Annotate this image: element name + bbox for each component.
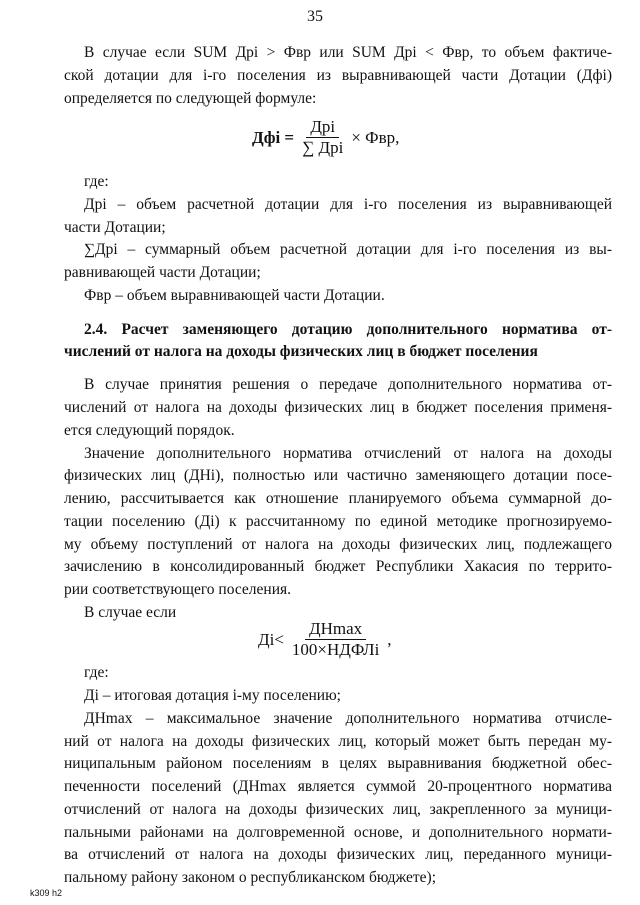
section-heading: 2.4. Расчет заменяющего дотацию дополнительного норматива от-: [84, 321, 612, 338]
text-line: ний от налога на доходы физических лиц, который может быть передан му-: [64, 733, 612, 750]
text-line: определяется по следующей формуле:: [64, 90, 317, 107]
text-line: пальными районами на долговременной основе, и дополнительного нормати-: [64, 824, 612, 841]
text-line: Ді – итоговая дотация і-му поселению;: [84, 687, 341, 704]
formula-lhs: Ді<: [258, 629, 284, 649]
formula-fraction: [298, 118, 347, 157]
text-line: физических лиц (ДНі), полностью или частично заменяющего дотации посе-: [64, 467, 612, 484]
text-line: Фвр – объем выравнивающей части Дотации.: [84, 287, 385, 304]
text-line: где:: [84, 664, 109, 681]
text-line: В случае принятия решения о передаче дополнительного норматива от-: [84, 376, 612, 393]
text-line: ДНmax – максимальное значение дополнительного норматива отчисле-: [84, 710, 612, 727]
text-line: ва отчислений от налога на доходы физических лиц, переданного муници-: [64, 846, 612, 863]
text-line: В случае если SUM Дрі > Фвр или SUM Дрі < Фвр, то объем фактиче-: [84, 44, 612, 61]
text-line: ниципальным районом поселениям в целях выравнивания бюджетной обес-: [64, 755, 612, 772]
formula-2: [258, 620, 392, 659]
formula-denominator: ∑ Дрі: [302, 138, 344, 157]
text-line: Дрі – объем расчетной дотации для і-го поселения из выравнивающей: [84, 196, 612, 213]
text-line: Значение дополнительного норматива отчислений от налога на доходы: [84, 445, 612, 462]
formula-fraction: [288, 620, 383, 659]
text-line: части Дотации;: [64, 219, 166, 236]
footer-code: k309 h2: [30, 888, 63, 898]
page-number: 35: [307, 8, 323, 25]
text-line: где:: [84, 173, 109, 190]
text-line: отчислений от налога на доходы физических лиц, закрепленного за муници-: [64, 801, 612, 818]
text-line: тации поселению (Ді) к рассчитанному по единой методике прогнозируемо-: [64, 513, 612, 530]
text-line: ской дотации для і-го поселения из выравнивающей части Дотации (Дфі): [64, 67, 612, 84]
text-line: числений от налога на доходы физических лиц в бюджет поселения применя-: [64, 399, 612, 416]
text-line: зачислению в консолидированный бюджет Республики Хакасия по террито-: [64, 558, 612, 575]
section-heading: числений от налога на доходы физических лиц в бюджет поселения: [64, 343, 538, 360]
formula-1: [252, 118, 399, 157]
formula-rhs: ,: [387, 629, 392, 649]
text-line: пальному району законом о республиканском бюджете);: [64, 869, 437, 886]
formula-lhs: Дфі =: [252, 127, 295, 147]
formula-numerator: Дрі: [306, 118, 339, 138]
formula-numerator: ДНmax: [305, 620, 366, 640]
text-line: ∑Дрі – суммарный объем расчетной дотации для і-го поселения из вы-: [84, 241, 612, 258]
text-line: рии соответствующего поселения.: [64, 581, 292, 598]
text-line: печенности поселений (ДНmax является суммой 20-процентного норматива: [64, 778, 612, 795]
text-line: ется следующий порядок.: [64, 422, 235, 439]
text-line: лению, рассчитывается как отношение планируемого объема суммарной до-: [64, 490, 612, 507]
text-line: равнивающей части Дотации;: [64, 264, 261, 281]
text-line: му объему поступлений от налога на доходы физических лиц, подлежащего: [64, 536, 612, 553]
formula-rhs: × Фвр,: [351, 127, 400, 147]
text-line: В случае если: [84, 604, 177, 621]
formula-denominator: 100×НДФЛі: [291, 640, 380, 659]
